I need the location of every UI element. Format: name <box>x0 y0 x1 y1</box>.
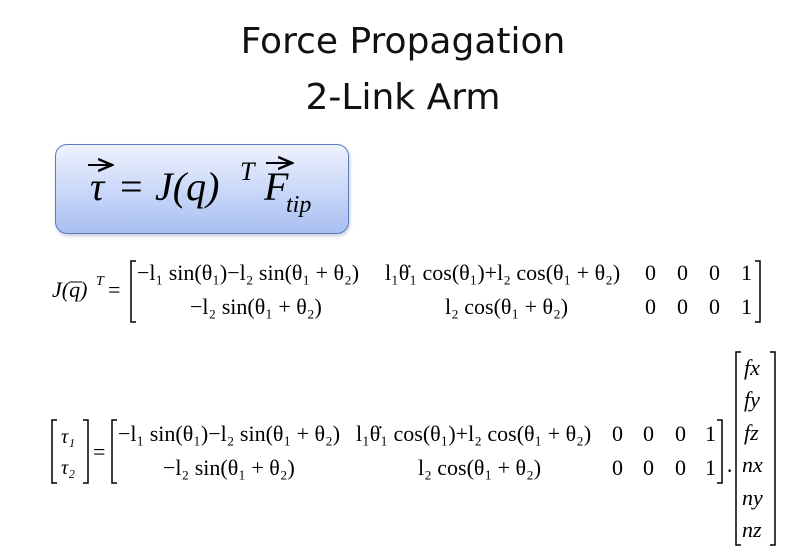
force-entry-ny-text: ny <box>742 485 763 510</box>
box-equals: = <box>120 164 143 209</box>
jacobian-r2-zero-2: 0 <box>677 294 688 319</box>
multiplication-dot: · <box>726 458 734 483</box>
force-entry-fy <box>744 387 760 412</box>
torque-r2-zero-2: 0 <box>643 455 654 480</box>
jacobian-r2-last: 1 <box>741 294 752 319</box>
force-vector-right-bracket <box>770 352 775 545</box>
tau-2: τ₂ <box>61 457 76 479</box>
jacobian-r1c2: l₁θ̇₁ cos(θ₁)+l₂ cos(θ₁ + θ₂) <box>385 260 621 285</box>
tau-1: τ₁ <box>61 426 76 448</box>
box-force: F <box>264 164 289 209</box>
box-equation <box>88 157 311 218</box>
jacobian-definition <box>52 260 760 322</box>
torque-r1c2: l₁θ̇₁ cos(θ₁)+l₂ cos(θ₁ + θ₂) <box>356 421 592 446</box>
torque-r1-last: 1 <box>705 421 716 446</box>
jacobian-lhs: J(q) <box>52 277 88 302</box>
torque-r1-zero-1: 0 <box>612 421 623 446</box>
jacobian-left-bracket <box>131 261 136 322</box>
force-entry-fz <box>744 420 759 445</box>
tau-vector-left-bracket <box>52 420 57 483</box>
force-entry-fz-text: fz <box>744 420 759 445</box>
slide-title-line-2: 2-Link Arm <box>305 77 501 118</box>
jacobian-right-bracket <box>755 261 760 322</box>
torque-r2c1: −l₂ sin(θ₁ + θ₂) <box>163 455 295 480</box>
force-vector-left-bracket <box>736 352 741 545</box>
force-entry-nx-text: nx <box>742 452 763 477</box>
jacobian-r1-zero-3: 0 <box>709 260 720 285</box>
slide-title-line-1: Force Propagation <box>240 21 566 62</box>
box-transpose-sup: T <box>240 157 255 186</box>
jacobian-r1-last: 1 <box>741 260 752 285</box>
force-entry-fy-text: fy <box>744 387 760 412</box>
torque-matrix-left-bracket <box>112 420 117 483</box>
jacobian-r1c1: −l₁ sin(θ₁)−l₂ sin(θ₁ + θ₂) <box>137 260 360 285</box>
box-force-sub: tip <box>286 192 312 218</box>
torque-equals: = <box>93 439 106 464</box>
force-vector-entries <box>742 355 763 542</box>
torque-equation <box>52 352 775 545</box>
force-entry-fx <box>744 355 760 380</box>
force-entry-nx <box>742 452 763 477</box>
jacobian-equals: = <box>108 277 121 302</box>
torque-r2-zero-3: 0 <box>675 455 686 480</box>
jacobian-r1-zero-1: 0 <box>645 260 656 285</box>
force-entry-ny <box>742 485 763 510</box>
torque-r1-zero-3: 0 <box>675 421 686 446</box>
tau-vector-right-bracket <box>83 420 88 483</box>
force-entry-nz <box>742 517 762 542</box>
torque-r1-zero-2: 0 <box>643 421 654 446</box>
jacobian-r2-zero-1: 0 <box>645 294 656 319</box>
box-tau: τ <box>90 164 105 209</box>
jacobian-r1-zero-2: 0 <box>677 260 688 285</box>
torque-r2-zero-1: 0 <box>612 455 623 480</box>
jacobian-r2c2: l₂ cos(θ₁ + θ₂) <box>445 294 569 319</box>
box-jacobian: J(q) <box>155 164 220 209</box>
torque-r2c2: l₂ cos(θ₁ + θ₂) <box>418 455 542 480</box>
force-entry-nz-text: nz <box>742 517 762 542</box>
jacobian-r2-zero-3: 0 <box>709 294 720 319</box>
torque-matrix-right-bracket <box>717 420 722 483</box>
force-entry-fx-text: fx <box>744 355 760 380</box>
torque-r1c1: −l₁ sin(θ₁)−l₂ sin(θ₁ + θ₂) <box>118 421 341 446</box>
jacobian-r2c1: −l₂ sin(θ₁ + θ₂) <box>190 294 322 319</box>
jacobian-transpose-sup: T <box>96 274 104 289</box>
torque-r2-last: 1 <box>705 455 716 480</box>
